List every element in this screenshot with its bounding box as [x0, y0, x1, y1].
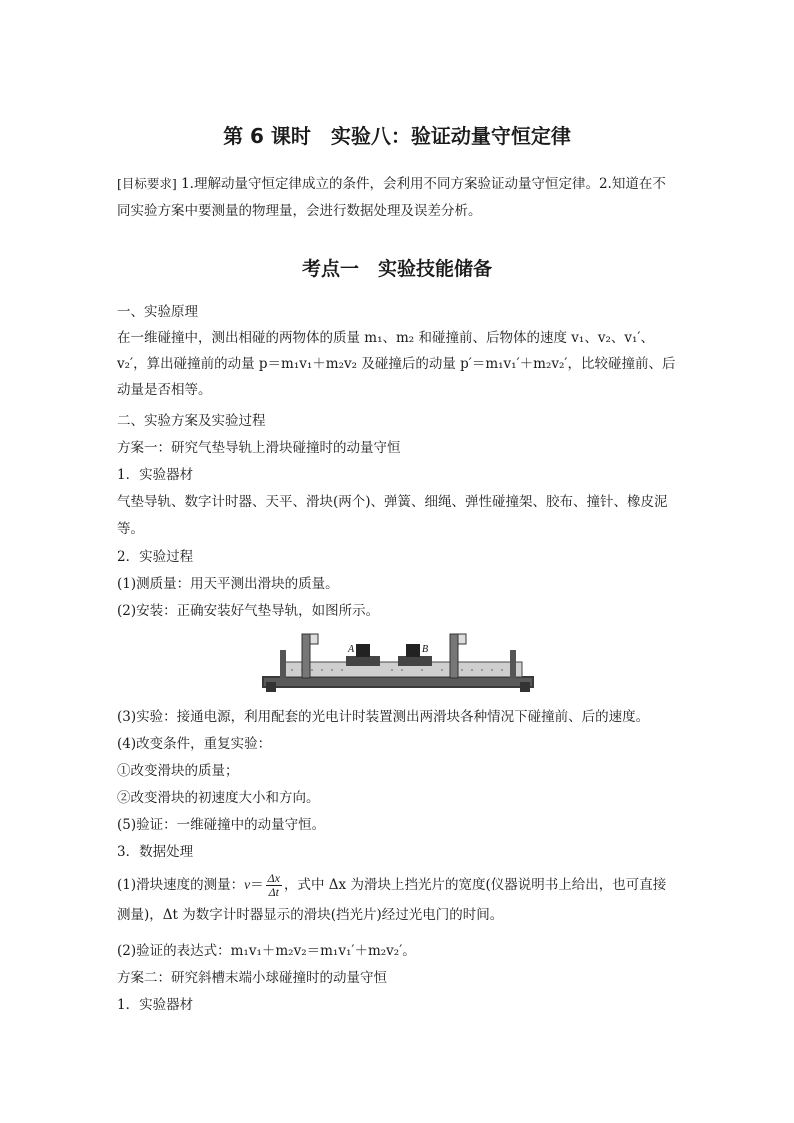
velocity-fraction — [266, 872, 282, 899]
slider-a-label: A — [348, 644, 355, 655]
step-4: (4)改变条件，重复实验： — [117, 736, 272, 752]
plan2-equipment-heading: 1．实验器材 — [117, 997, 194, 1013]
velocity-symbol: v — [244, 877, 251, 892]
step-1: (1)测质量：用天平测出滑块的质量。 — [117, 576, 339, 592]
air-track-figure — [262, 630, 534, 698]
page-title: 第 6 课时 实验八：验证动量守恒定律 — [223, 124, 571, 148]
plan2-heading: 方案二：研究斜槽末端小球碰撞时的动量守恒 — [117, 970, 387, 986]
objectives-paragraph — [117, 170, 679, 225]
step-5: (5)验证：一维碰撞中的动量守恒。 — [117, 817, 326, 833]
objectives-text: 1.理解动量守恒定律成立的条件，会利用不同方案验证动量守恒定律。2.知道在不同实验方案中要测量的物理量，会进行数据处理及误差分析。 — [117, 176, 666, 219]
plan1-heading: 方案一：研究气垫导轨上滑块碰撞时的动量守恒 — [117, 440, 401, 456]
data-processing-2: (2)验证的表达式：m₁v₁＋m₂v₂＝m₁v₁′＋m₂v₂′。 — [117, 943, 416, 959]
data1-text: ，式中 Δx 为滑块上挡光片的宽度(仪器说明书上给出，也可直接测量)，Δt 为数字计时器显示的滑块(挡光片)经过光电门的时间。 — [117, 877, 667, 923]
process-heading: 二、实验方案及实验过程 — [117, 413, 266, 429]
air-track-diagram — [262, 630, 534, 698]
step-4b: ②改变滑块的初速度大小和方向。 — [117, 790, 320, 806]
plan1-procedure-heading: 2．实验过程 — [117, 549, 194, 565]
data1-prefix: (1)滑块速度的测量： — [117, 877, 245, 893]
equals-sign: ＝ — [250, 877, 264, 893]
plan1-equipment-heading: 1．实验器材 — [117, 467, 194, 483]
plan1-equipment-text: 气垫导轨、数字计时器、天平、滑块(两个)、弹簧、细绳、弹性碰撞架、胶布、撞针、橡皮泥等。 — [117, 494, 668, 537]
step-4a: ①改变滑块的质量； — [117, 763, 239, 779]
section-title: 考点一 实验技能储备 — [301, 258, 492, 280]
principle-text: 在一维碰撞中，测出相碰的两物体的质量 m₁、m₂ 和碰撞前、后物体的速度 v₁、v₂、v₁′、v₂′，算出碰撞前的动量 p＝m₁v₁＋m₂v₂ 及碰撞后的动量 p′＝m₁v₁′＋m₂v₂′，比较碰撞前、后动量是否相等。 — [117, 330, 676, 398]
slider-b-label: B — [422, 644, 429, 655]
step-3: (3)实验：接通电源，利用配套的光电计时装置测出两滑块各种情况下碰撞前、后的速度。 — [117, 709, 650, 725]
fraction-numerator: Δx — [267, 871, 280, 885]
principle-heading: 一、实验原理 — [117, 304, 198, 320]
fraction-denominator: Δt — [268, 885, 279, 899]
objectives-tag: [目标要求] — [117, 176, 177, 191]
data-processing-heading: 3．数据处理 — [117, 844, 194, 860]
data-processing-1 — [117, 870, 679, 930]
step-2: (2)安装：正确安装好气垫导轨，如图所示。 — [117, 603, 380, 619]
